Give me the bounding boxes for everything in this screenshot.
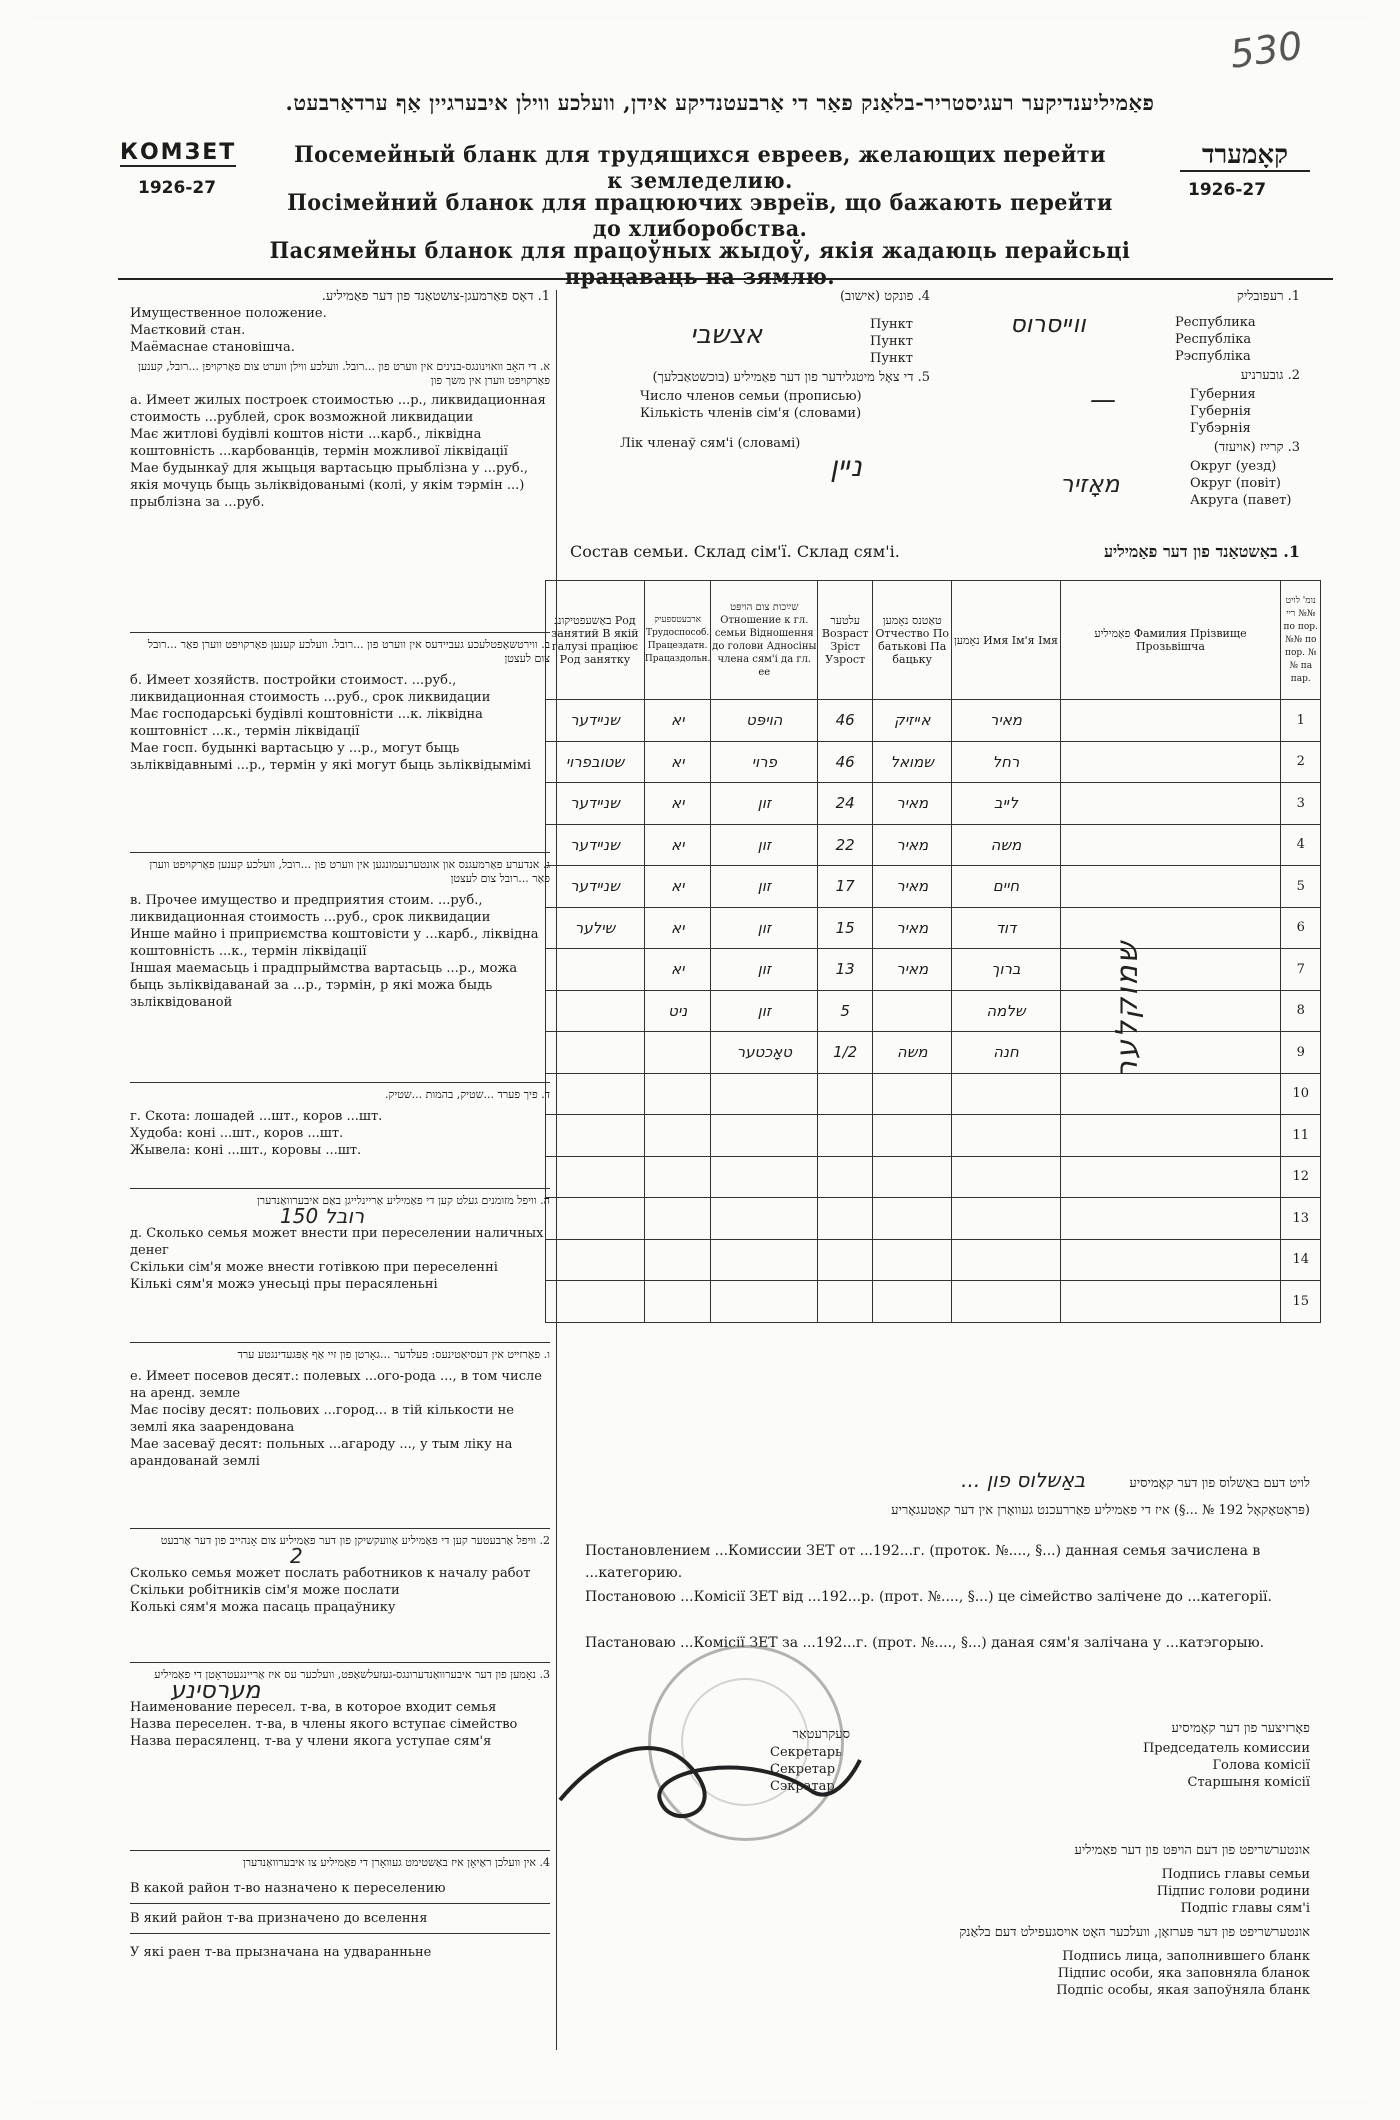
family-cell-age: 1/2	[818, 1032, 873, 1074]
divider-7	[130, 1662, 550, 1663]
family-cell-rel	[711, 1156, 818, 1198]
family-cell-age	[818, 1073, 873, 1115]
property-be: Маёмаснае становішча.	[130, 340, 295, 355]
sowing-uk: Має посіву десят: польових ...город... в тій кількости не землі яка заарендована	[130, 1403, 515, 1435]
section-other-property	[130, 858, 550, 1011]
family-cell-surname	[1060, 783, 1281, 825]
housing-be: Мае будынкаў для жыцьця вартасьцю прыблізна у ...руб., якія мочуць быць зьліквідованымі (колі, у якім тэрмін ...) прыблізна за ...руб.	[130, 461, 529, 510]
punkt-yiddish: 4. פונקט (אישוב)	[839, 289, 930, 304]
family-cell-name: ברוך	[952, 949, 1060, 991]
family-table-header	[546, 581, 1321, 700]
left-org-name: КОМЗЕТ	[120, 140, 237, 165]
secretary-yiddish: סעקרעטאַר	[792, 1727, 850, 1742]
property-ru: Имущественное положение.	[130, 306, 327, 321]
family-cell-surname	[1060, 907, 1281, 949]
society-be: Назва перасяленц. т-ва у члени якога уступае сям'я	[130, 1734, 492, 1749]
gubernia-be: Губэрнія	[1190, 421, 1251, 436]
head-uk: Підпис голови родини	[1156, 1884, 1310, 1899]
table-row	[546, 700, 1321, 742]
cash-be: Кількі сям'я можэ унесьці пры перасяленьні	[130, 1277, 438, 1292]
family-cell-age	[818, 1115, 873, 1157]
russian-title: Посемейный бланк для трудящихся евреев, желающих перейти к земледелию.	[294, 142, 1106, 194]
family-cell-pat	[873, 1115, 952, 1157]
family-cell-ab	[644, 1032, 710, 1074]
family-cell-num: 11	[1281, 1115, 1321, 1157]
family-cell-name: חנה	[952, 1032, 1060, 1074]
header-name: נאָמען Имя Ім'я Імя	[952, 581, 1060, 700]
family-cell-surname	[1060, 741, 1281, 783]
family-cell-num: 6	[1281, 907, 1321, 949]
family-cell-rel	[711, 1239, 818, 1281]
secretary-be: Сэкратар	[770, 1779, 835, 1794]
family-cell-occ: שילער	[546, 907, 645, 949]
livestock-be: Жывела: коні ...шт., коровы ...шт.	[130, 1143, 362, 1158]
document-page	[30, 20, 1370, 2100]
society-uk: Назва переселен. т-ва, в члены якого вступає сімейство	[130, 1717, 518, 1732]
family-cell-num: 8	[1281, 990, 1321, 1032]
punkt-uk: Пункт	[870, 334, 913, 349]
family-cell-ab: יא	[644, 907, 710, 949]
family-cell-occ: שנײדער	[546, 866, 645, 908]
header-relation: שײַכות צום הויפּט Отношение к гл. семьи Відношення до голови Адносіны члена сям'і да гл. ее	[711, 581, 818, 700]
family-cell-pat: מאיר	[873, 824, 952, 866]
sowing-be: Мае засеваў десят: польных ...агароду ..., у тым ліку на арандованай землі	[130, 1437, 513, 1469]
family-cell-name	[952, 1115, 1060, 1157]
family-cell-rel: זון	[711, 783, 818, 825]
family-cell-occ	[546, 1239, 645, 1281]
decision-ru: Постановлением ...Комиссии ЗЕТ от ...192...г. (проток. №...., §...) данная семья зачислена в ...категорию.	[585, 1543, 1261, 1581]
property-yiddish: 1. דאָס פאַרמעגן-צושטאַנד פון דער פאַמיליע.	[321, 289, 550, 304]
family-cell-ab	[644, 1115, 710, 1157]
divider-8	[130, 1850, 550, 1851]
members-yiddish: 5. די צאָל מיטגלידער פון דער פאַמיליע (בוכשטאַבלעך)	[652, 370, 930, 385]
family-cell-age	[818, 1156, 873, 1198]
okrug-ru: Округ (уезд)	[1190, 459, 1277, 474]
gubernia-handwritten: —	[1090, 385, 1116, 415]
family-cell-pat	[873, 1198, 952, 1240]
family-caption-ru: Состав семьи. Склад сім'ї. Склад сям'і.	[570, 542, 900, 561]
housing-ru: а. Имеет жилых построек стоимостью ...р., ликвидационная стоимость ...рублей, срок возможной ликвидации	[130, 393, 546, 425]
family-cell-rel: זון	[711, 907, 818, 949]
divider-3	[130, 1082, 550, 1083]
family-cell-rel: זון	[711, 949, 818, 991]
farm-ru: б. Имеет хозяйств. постройки стоимост. ...руб., ликвидационная стоимость ...руб., срок ликвидации	[130, 673, 491, 705]
section-sowing	[130, 1348, 550, 1470]
family-cell-rel	[711, 1115, 818, 1157]
cash-ru: д. Сколько семья может внести при переселении наличных денег	[130, 1226, 544, 1258]
family-cell-rel: זון	[711, 990, 818, 1032]
table-row	[546, 1073, 1321, 1115]
family-cell-num: 3	[1281, 783, 1321, 825]
decision-yiddish-1-text: לויט דעם באַשלוס פון דער קאָמיסיע	[1129, 1476, 1310, 1491]
family-cell-occ	[546, 949, 645, 991]
family-cell-ab	[644, 1073, 710, 1115]
family-cell-ab: יא	[644, 783, 710, 825]
cash-yiddish: ה. וויפל מזומנים געלט קען די פאַמיליע אַריינלייגן באַם איבערוואַנדערן	[256, 1194, 550, 1207]
livestock-ru: г. Скота: лошадей ...шт., коров ...шт.	[130, 1109, 383, 1124]
table-row	[546, 1198, 1321, 1240]
workers-yiddish: 2. וויפל אַרבעטער קען די פאַמיליע אַוועקשיקן פון דער פאַמיליע צום אָנהייב פון דער אַרבעט	[160, 1534, 550, 1547]
header-ability: ארבעטספעיק Трудоспособ. Працездатн. Працаздольн.	[644, 581, 710, 700]
cash-handwritten: 150 רובל	[280, 1204, 365, 1228]
punkt-ru: Пункт	[870, 317, 913, 332]
family-caption-yiddish: 1. באַשטאַנד פון דער פאַמיליע	[1103, 542, 1300, 561]
section-society	[130, 1668, 550, 1750]
family-cell-num: 10	[1281, 1073, 1321, 1115]
family-cell-age: 13	[818, 949, 873, 991]
chair-ru: Председатель комиссии	[1142, 1741, 1310, 1756]
head-yiddish: אונטערשריפט פון דעם הויפּט פון דער פאַמיליע	[1074, 1843, 1310, 1858]
okrug-uk: Округ (повіт)	[1190, 476, 1281, 491]
family-cell-occ	[546, 1156, 645, 1198]
right-org-year: 1926-27	[1188, 180, 1267, 200]
gubernia-yiddish: 2. גובערניע	[1240, 368, 1300, 383]
secretary-ru: Секретарь	[770, 1745, 843, 1760]
family-cell-occ: שטובפרוי	[546, 741, 645, 783]
family-cell-num: 14	[1281, 1239, 1321, 1281]
workers-ru: Сколько семья может послать работников к началу работ	[130, 1566, 531, 1581]
family-cell-rel: הויפּט	[711, 700, 818, 742]
family-cell-name	[952, 1198, 1060, 1240]
members-handwritten: נײן	[830, 450, 863, 483]
family-cell-age: 17	[818, 866, 873, 908]
members-uk: Кількість членів сім'я (словами)	[640, 406, 862, 421]
decision-handwritten: באַשלוס פון ...	[961, 1468, 1086, 1492]
family-cell-ab	[644, 1239, 710, 1281]
district-be: У які раен т-ва прызначана на удваранньне	[130, 1945, 432, 1960]
header-divider	[118, 278, 1333, 280]
family-cell-num: 1	[1281, 700, 1321, 742]
header-occupation: באַשעפטיקונג Род занятий В якій галузі праціює Род занятку	[546, 581, 645, 700]
section-farm-buildings	[130, 638, 550, 774]
family-cell-occ	[546, 1281, 645, 1323]
family-cell-age	[818, 1281, 873, 1323]
family-cell-pat: מאיר	[873, 949, 952, 991]
family-cell-pat: שמואל	[873, 741, 952, 783]
table-row	[546, 1032, 1321, 1074]
family-cell-ab	[644, 1281, 710, 1323]
header-patronymic: טאַטנס נאָמען Отчество По батькові Па бацьку	[873, 581, 952, 700]
family-cell-num: 2	[1281, 741, 1321, 783]
divider-5	[130, 1342, 550, 1343]
family-table	[545, 580, 1321, 1323]
family-cell-pat	[873, 1156, 952, 1198]
family-cell-num: 7	[1281, 949, 1321, 991]
family-cell-age: 5	[818, 990, 873, 1032]
family-cell-ab	[644, 1198, 710, 1240]
family-cell-surname	[1060, 700, 1281, 742]
table-row	[546, 866, 1321, 908]
family-cell-name: לײב	[952, 783, 1060, 825]
workers-handwritten: 2	[290, 1544, 303, 1568]
decision-yiddish-1	[590, 1468, 1310, 1492]
head-ru: Подпись главы семьи	[1161, 1867, 1310, 1882]
livestock-yiddish: ד. פיך פערד ...שטיק, בהמות ...שטיק.	[384, 1088, 550, 1101]
cash-uk: Скільки сім'я може внести готівкою при переселенні	[130, 1260, 498, 1275]
table-row	[546, 1281, 1321, 1323]
family-cell-occ	[546, 1198, 645, 1240]
family-cell-ab: יא	[644, 949, 710, 991]
ukrainian-title: Посімейний бланок для працюючих эвреїв, що бажають перейти до хлиборобства.	[287, 190, 1113, 242]
signature-scrawl	[550, 1720, 870, 1840]
family-cell-ab: יא	[644, 741, 710, 783]
family-cell-ab: ניט	[644, 990, 710, 1032]
chair-uk: Голова комісії	[1212, 1758, 1310, 1773]
head-be: Подпіс главы сям'і	[1180, 1901, 1310, 1916]
family-cell-surname	[1060, 1281, 1281, 1323]
republic-be: Рэспубліка	[1175, 349, 1251, 364]
table-row	[546, 907, 1321, 949]
table-row	[546, 824, 1321, 866]
family-cell-num: 4	[1281, 824, 1321, 866]
district-uk: В який район т-ва призначено до вселення	[130, 1911, 428, 1926]
workers-uk: Скільки робітників сім'я може послати	[130, 1583, 400, 1598]
surname-handwritten: שמוקלער	[1110, 940, 1145, 1078]
section-workers	[130, 1534, 550, 1616]
section-cash	[130, 1194, 550, 1293]
section-district	[130, 1856, 550, 1961]
decision-yiddish-2: (פּראָטאָקאָל 192 № ...§) איז די פאַמיליע פאַררעכנט געוואָרן אין דער קאַטעגאָריע	[891, 1503, 1310, 1518]
family-cell-surname	[1060, 1032, 1281, 1074]
society-ru: Наименование пересел. т-ва, в которое входит семья	[130, 1700, 497, 1715]
family-cell-surname	[1060, 1198, 1281, 1240]
table-row	[546, 990, 1321, 1032]
family-cell-rel: טאָכטער	[711, 1032, 818, 1074]
family-cell-rel	[711, 1281, 818, 1323]
family-cell-rel: זון	[711, 824, 818, 866]
family-cell-num: 15	[1281, 1281, 1321, 1323]
family-cell-age: 24	[818, 783, 873, 825]
society-handwritten: מערסינע	[170, 1676, 261, 1704]
family-cell-occ	[546, 1032, 645, 1074]
members-be: Лік членаў сям'і (словамі)	[620, 436, 801, 451]
republic-yiddish: 1. רעפובליק	[1236, 289, 1300, 304]
family-cell-occ	[546, 1073, 645, 1115]
secretary-uk: Секретар	[770, 1762, 836, 1777]
family-cell-pat	[873, 1239, 952, 1281]
family-cell-rel	[711, 1198, 818, 1240]
family-cell-rel: פרוי	[711, 741, 818, 783]
republic-uk: Республіка	[1175, 332, 1252, 347]
family-cell-ab: יא	[644, 866, 710, 908]
family-cell-surname	[1060, 1239, 1281, 1281]
family-cell-name	[952, 1239, 1060, 1281]
okrug-yiddish: 3. קרײַז (אויעזד)	[1213, 440, 1300, 455]
okrug-be: Акруга (павет)	[1190, 493, 1292, 508]
family-cell-pat: מאיר	[873, 783, 952, 825]
society-yiddish: 3. נאָמען פון דער איבערוואַנדערונגס-געזעלשאַפט, וועלכער עס איז אַריינגעטראָטן די פאַמיליע	[154, 1668, 550, 1681]
family-cell-pat	[873, 1281, 952, 1323]
farm-be: Мае госп. будынкі вартасьцю у ...р., могут быць зьліквідавнымі ...р., термін у які могут быць зьліквідымімі	[130, 741, 532, 773]
filler-be: Подпіс особы, якая запоўняла бланк	[1056, 1983, 1310, 1998]
family-cell-occ: שנײדער	[546, 783, 645, 825]
family-cell-pat: מאיר	[873, 866, 952, 908]
family-cell-occ: שנײדער	[546, 700, 645, 742]
family-cell-ab	[644, 1156, 710, 1198]
district-ru: В какой район т-во назначено к переселению	[130, 1881, 446, 1896]
family-cell-rel: זון	[711, 866, 818, 908]
family-cell-name: מאיר	[952, 700, 1060, 742]
family-cell-pat: אײזיק	[873, 700, 952, 742]
header-num: נומ' לויט ריי №№ по пор. №№ по пор. №№ па пар.	[1281, 581, 1321, 700]
yiddish-title: פאַמיליענדיקער רעגיסטריר-בלאַנק פאַר די אַרבעטנדיקע אידן, וועלכע ווילן איבערגיין אַף ערדאַרבעט.	[285, 90, 1155, 115]
header-age: עלטער Возраст Зріст Узрост	[818, 581, 873, 700]
punkt-be: Пункт	[870, 351, 913, 366]
family-cell-num: 13	[1281, 1198, 1321, 1240]
right-org-name: קאָמערד	[1180, 140, 1310, 172]
punkt-handwritten: אצשבי	[690, 320, 763, 350]
belarusian-title: Пасямейны бланок для працоўных жыдоў, якія жадаюць перайсьці працаваць на зямлю.	[269, 238, 1131, 290]
divider-4	[130, 1188, 550, 1189]
left-org-year: 1926-27	[138, 178, 217, 198]
table-row	[546, 741, 1321, 783]
other-yiddish: ג. אנדערע פאַרמעגנס און אונטערנעמונגען אין ווערט פון ...רובל, וועלכע קענען פאַרקויפט ווערן פאַר ...רובל צום לעצטן	[149, 858, 550, 885]
family-cell-name: שלמה	[952, 990, 1060, 1032]
family-cell-name	[952, 1281, 1060, 1323]
family-cell-surname	[1060, 1156, 1281, 1198]
okrug-handwritten: מאָזיר	[1060, 470, 1120, 498]
chair-be: Старшыня комісії	[1187, 1775, 1310, 1790]
page-number: 530	[1227, 23, 1306, 77]
sowing-yiddish: ו. פאַרזײט אין דעסיאַטינעס: פעלדער ...גאָרטן פון זיי אַף אָפּגעדינגטע ערד	[237, 1348, 550, 1361]
family-cell-age: 46	[818, 741, 873, 783]
divider-1	[130, 632, 550, 633]
divider-6	[130, 1528, 550, 1529]
family-cell-surname	[1060, 1115, 1281, 1157]
table-row	[546, 1156, 1321, 1198]
family-cell-occ	[546, 990, 645, 1032]
housing-yiddish: א. די האָב וואוינונגס-בנינים אין ווערט פון ...רובל. וועלכע ווילן ווערט צום פאַרקויפן ...רובל, קענען פאַרקויפט ווערן אין משך פון	[138, 360, 550, 387]
section-property	[130, 288, 550, 511]
chair-yiddish: פאָרזיצער פון דער קאָמיסיע	[1171, 1721, 1310, 1736]
republic-handwritten: ווײסרוס	[1010, 310, 1086, 338]
decision-be: Пастановаю ...Комісії ЗЕТ за ...192...г. (прот. №...., §...) даная сям'я залічана у ...катэгорыю.	[585, 1635, 1265, 1651]
housing-uk: Має житлові будівлі коштов ністи ...карб., ліквідна коштовність ...карбованців, термін можливої ліквідації	[130, 427, 508, 459]
family-cell-age	[818, 1198, 873, 1240]
property-uk: Маєтковий стан.	[130, 323, 246, 338]
family-cell-pat: משה	[873, 1032, 952, 1074]
gubernia-ru: Губерния	[1190, 387, 1256, 402]
family-cell-surname	[1060, 949, 1281, 991]
section-livestock	[130, 1088, 550, 1159]
other-uk: Инше майно і приприємства коштовісти у ...карб., ліквідна коштовність ...к., термін ліквідації	[130, 927, 539, 959]
family-cell-num: 5	[1281, 866, 1321, 908]
family-cell-surname	[1060, 824, 1281, 866]
family-cell-ab: יא	[644, 824, 710, 866]
family-cell-num: 12	[1281, 1156, 1321, 1198]
family-cell-surname	[1060, 866, 1281, 908]
family-cell-name: דוד	[952, 907, 1060, 949]
family-cell-age: 46	[818, 700, 873, 742]
table-row	[546, 1115, 1321, 1157]
district-yiddish: 4. אין וועלכן ראַיאָן איז באַשטימט געוואָרן די פאַמיליע צו איבערוואַנדערן	[242, 1856, 550, 1869]
sowing-ru: е. Имеет посевов десят.: полевых ...ого-рода ..., в том числе на аренд. земле	[130, 1369, 542, 1401]
family-cell-num: 9	[1281, 1032, 1321, 1074]
family-cell-name: רחל	[952, 741, 1060, 783]
family-cell-occ: שנײדער	[546, 824, 645, 866]
family-cell-surname	[1060, 990, 1281, 1032]
workers-be: Колькі сям'я можа пасаць працаўнику	[130, 1600, 396, 1615]
table-row	[546, 949, 1321, 991]
farm-yiddish: ב. ווירטשאַפטלעכע געביידעס אין ווערט פון ...רובל. וועלכע קענען פאַרקויפט ווערן פאַר ...רובל צום לעצטן	[147, 638, 550, 665]
farm-uk: Має господарські будівлі коштовністи ...к. ліквідна коштовніст ...к., термін ліквідації	[130, 707, 483, 739]
divider-2	[130, 852, 550, 853]
header-surname: פאַמיליע Фамилия Прізвище Прозьвішча	[1060, 581, 1281, 700]
other-ru: в. Прочее имущество и предприятия стоим. ...руб., ликвидационная стоимость ...руб., срок ликвидации	[130, 893, 491, 925]
family-cell-name: משה	[952, 824, 1060, 866]
table-row	[546, 783, 1321, 825]
family-cell-age	[818, 1239, 873, 1281]
livestock-uk: Худоба: коні ...шт., коров ...шт.	[130, 1126, 344, 1141]
family-cell-pat: מאיר	[873, 907, 952, 949]
filler-yiddish: אונטערשריפט פון דער פּערזאָן, וועלכער האָט אויסגעפילט דעם בלאַנק	[959, 1925, 1310, 1940]
family-cell-surname	[1060, 1073, 1281, 1115]
family-cell-occ	[546, 1115, 645, 1157]
other-be: Іншая маемасьць і прадпрыймства вартасьць ...р., можа быць зьліквідаванай за ...р., тэрмін, р які можа быдь зьліквідованой	[130, 961, 518, 1010]
family-cell-age: 22	[818, 824, 873, 866]
republic-ru: Республика	[1175, 315, 1256, 330]
family-cell-name: חיים	[952, 866, 1060, 908]
filler-ru: Подпись лица, заполнившего бланк	[1062, 1949, 1310, 1964]
table-row	[546, 1239, 1321, 1281]
members-ru: Число членов семьи (прописью)	[640, 389, 862, 404]
family-cell-pat	[873, 1073, 952, 1115]
family-cell-pat	[873, 990, 952, 1032]
filler-uk: Підпис особи, яка заповняла бланок	[1057, 1966, 1310, 1981]
family-cell-name	[952, 1156, 1060, 1198]
decision-uk: Постановою ...Комісії ЗЕТ від ...192...р. (прот. №...., §...) це сімейство залічене до ...категорії.	[585, 1589, 1272, 1605]
family-cell-ab: יא	[644, 700, 710, 742]
family-cell-rel	[711, 1073, 818, 1115]
family-cell-age: 15	[818, 907, 873, 949]
gubernia-uk: Губернія	[1190, 404, 1252, 419]
family-cell-name	[952, 1073, 1060, 1115]
